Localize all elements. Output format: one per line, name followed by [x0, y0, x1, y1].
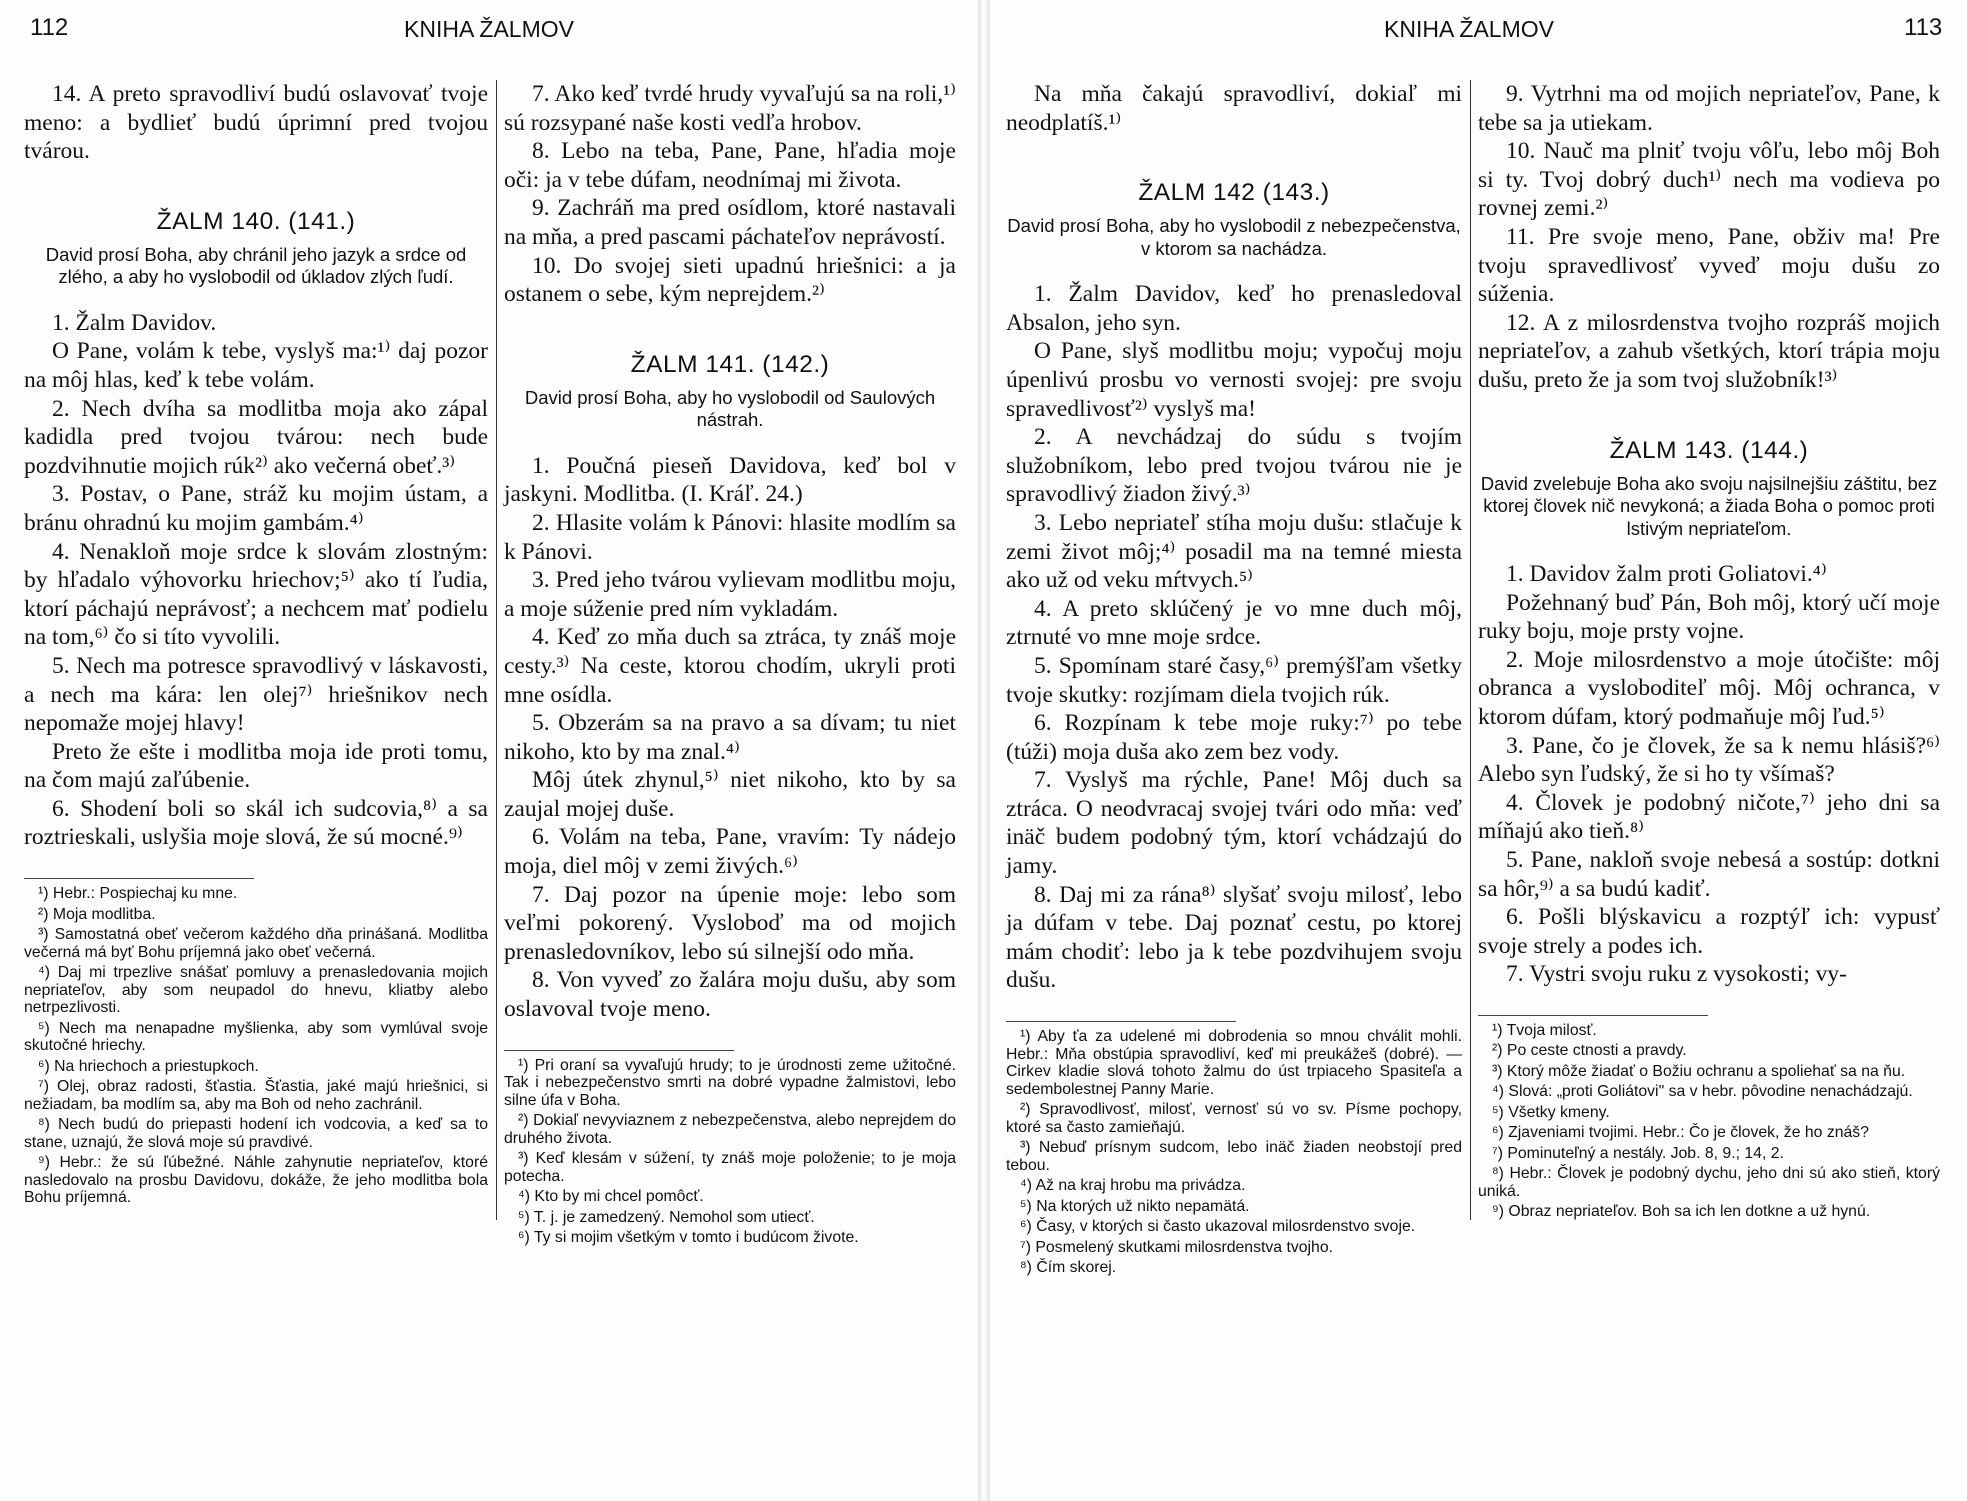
right-column-2	[1478, 80, 1940, 1224]
footnote: ⁵) Na ktorých už nikto nepamätá.	[1020, 1197, 1250, 1215]
footnote-rule	[1006, 1021, 1236, 1022]
right-page	[990, 0, 1967, 1501]
footnote: ⁶) Na hriechoch a priestupkoch.	[38, 1057, 259, 1075]
book-gutter	[978, 0, 990, 1501]
verse: 3. Postav, o Pane, stráž ku mojim ústam, a bránu ohradnú ku mojim gambám.⁴⁾	[24, 481, 488, 536]
footnote: ⁴) Daj mi trpezlive snášať pomluvy a prenasledovania mojich nepriateľov, aby som neupadol do hnevu, kliatby alebo netrpezlivosti.	[24, 964, 488, 1017]
verse: 7. Vyslyš ma rýchle, Pane! Môj duch sa ztráca. O neodvracaj svojej tvári odo mňa: veď inäč budem podobný tým, ktorí vchádzajú do jamy.	[1006, 767, 1462, 880]
verse: 6. Rozpínam k tebe moje ruky:⁷⁾ po tebe (túži) moja duša ako zem bez vody.	[1006, 710, 1462, 765]
footnote: ¹) Aby ťa za udelené mi dobrodenia so mnou chválit mohli. Hebr.: Mňa obstúpia spravodliví, keď mi preukážeš (dobré). — Cirkev kladie slová tohoto žalmu do úst trpiaceho Spasiteľa a sedembolestnej Panny Marie.	[1006, 1028, 1462, 1098]
column-divider	[1470, 80, 1471, 1220]
verse: 14. A preto spravodliví budú oslavovať tvoje meno: a bydlieť budú úprimní pred tvojou tvárou.	[24, 81, 488, 165]
verse: 7. Vystri svoju ruku z vysokosti; vy-	[1506, 961, 1847, 988]
verse: 1. Žalm Davidov.	[52, 309, 217, 336]
verse: 4. Keď zo mňa duch sa ztráca, ty znáš moje cesty.³⁾ Na ceste, ktorou chodím, ukryli proti mne osídla.	[504, 624, 956, 708]
verse: 8. Lebo na teba, Pane, Pane, hľadia moje oči: ja v tebe dúfam, neodnímaj mi života.	[504, 138, 956, 193]
verse: 8. Daj mi za rána⁸⁾ slyšať svoju milosť, lebo ja dúfam v tebe. Daj poznať cestu, po ktorej mám chodiť: lebo ja k tebe pozdvihujem svoju dušu.	[1006, 881, 1462, 994]
footnote: ³) Nebuď prísnym sudcom, lebo inäč žiaden neobstojí pred tebou.	[1006, 1139, 1462, 1174]
page-number-right: 113	[1904, 14, 1943, 41]
running-header-right: KNIHA ŽALMOV	[1384, 16, 1554, 42]
verse: 7. Ako keď tvrdé hrudy vyvaľujú sa na roli,¹⁾ sú rozsypané naše kosti vedľa hrobov.	[504, 81, 956, 136]
footnote: ⁹) Hebr.: že sú ľúbežné. Náhle zahynutie nepriateľov, ktoré nasledovalo na prosbu Davidovu, dokáže, že jeho modlitba bola Bohu príjemná.	[24, 1154, 488, 1207]
verse: 2. A nevchádzaj do súdu s tvojím služobníkom, lebo pred tvojou tvárou nie je spravodlivý žiadon živý.³⁾	[1006, 424, 1462, 508]
verse: 5. Obzerám sa na pravo a sa dívam; tu niet nikoho, kto by ma znal.⁴⁾	[504, 710, 956, 765]
verse: O Pane, slyš modlitbu moju; vypočuj moju úpenlivú prosbu vo vernosti svojej: pre svoju spravedlivosť²⁾ vyslyš ma!	[1006, 338, 1462, 422]
footnote: ⁵) Všetky kmeny.	[1492, 1103, 1610, 1121]
psalm-heading: ŽALM 142 (143.)	[1138, 179, 1330, 207]
verse: 4. A preto sklúčený je vo mne duch môj, ztrnuté vo mne moje srdce.	[1006, 595, 1462, 651]
footnote: ²) Spravodlivosť, milosť, vernosť sú vo sv. Písme pochopy, ktoré sa často zamieňajú.	[1006, 1101, 1462, 1136]
verse: 2. Hlasite volám k Pánovi: hlasite modlím sa k Pánovi.	[504, 509, 956, 565]
footnote: ²) Po ceste ctnosti a pravdy.	[1492, 1042, 1687, 1060]
footnote: ¹) Pri oraní sa vyvaľujú hrudy; to je úrodnosti zeme užitočné. Tak i nebezpečenstvo smrti na dobré vypadne žalmistovi, lebo silne úfa v Boha.	[504, 1056, 956, 1109]
footnote: ²) Dokiaľ nevyviaznem z nebezpečenstva, alebo neprejdem do druhého života.	[504, 1112, 956, 1147]
footnote: ⁸) Nech budú do priepasti hodení ich vodcovia, a keď sa to stane, uznajú, že slová moje sú pravdivé.	[24, 1116, 488, 1151]
footnote: ³) Ktorý môže žiadať o Božiu ochranu a spoliehať sa na ňu.	[1492, 1062, 1906, 1080]
verse: 10. Do svojej sieti upadnú hriešnici: a ja ostanem o sebe, kým neprejdem.²⁾	[504, 252, 956, 308]
verse: Požehnaný buď Pán, Boh môj, ktorý učí moje ruky boju, moje prsty vojne.	[1478, 589, 1940, 645]
footnote: ¹) Hebr.: Pospiechaj ku mne.	[38, 885, 238, 903]
verse: 5. Nech ma potresce spravodlivý v láskavosti, a nech ma kára: len olej⁷⁾ hriešnikov nech nepomaže mojej hlavy!	[24, 652, 488, 737]
psalm-subtitle: David prosí Boha, aby chránil jeho jazyk a srdce od zlého, a aby ho vyslobodil od úkladov zlých ľudí.	[45, 243, 467, 288]
verse: Preto že ešte i modlitba moja ide proti tomu, na čom majú zaľúbenie.	[24, 738, 488, 794]
psalm-subtitle: David prosí Boha, aby ho vyslobodil od Saulových nástrah.	[524, 386, 936, 431]
verse: 6. Volám na teba, Pane, vravím: Ty nádejo moja, diel môj v zemi živých.⁶⁾	[504, 824, 956, 880]
verse: 4. Nenakloň moje srdce k slovám zlostným: by hľadalo výhovorku hriechov;⁵⁾ ako tí ľudia, ktorí páchajú neprávosť; a nechcem mať podielu na tom,⁶⁾ čo si títo vyvolili.	[24, 538, 488, 651]
footnote: ⁹) Obraz nepriateľov. Boh sa ich len dotkne a už hynú.	[1492, 1203, 1871, 1221]
footnote: ⁷) Olej, obraz radosti, šťastia. Šťastia, jaké majú hriešnici, si nežiadam, ba modlím sa, aby ma Boh od neho zachránil.	[24, 1078, 488, 1113]
verse: 3. Pred jeho tvárou vylievam modlitbu moju, a moje súženie pred ním vykladám.	[504, 567, 956, 622]
verse: 12. A z milosrdenstva tvojho rozpráš mojich nepriateľov, a zahub všetkých, ktorí trápia moju dušu, preto že ja som tvoj služobník!³⁾	[1478, 309, 1940, 393]
verse: 5. Pane, nakloň svoje nebesá a sostúp: dotkni sa hôr,⁹⁾ a sa budú kadiť.	[1478, 846, 1940, 902]
page-number-left: 112	[30, 14, 69, 41]
verse: 11. Pre svoje meno, Pane, obživ ma! Pre tvoju spravedlivosť vyveď moju dušu zo súženia.	[1478, 223, 1940, 308]
footnote-rule	[1478, 1015, 1708, 1016]
footnote: ⁷) Pominuteľný a nestály. Job. 8, 9.; 14, 2.	[1492, 1144, 1784, 1162]
verse: 10. Nauč ma plniť tvoju vôľu, lebo môj Boh si ty. Tvoj dobrý duch¹⁾ nech ma vodieva po rovnej zemi.²⁾	[1478, 138, 1940, 222]
verse: 1. Žalm Davidov, keď ho prenasledoval Absalon, jeho syn.	[1006, 281, 1462, 336]
footnote: ³) Keď klesám v súžení, ty znáš moje položenie; to je moja potecha.	[504, 1150, 956, 1185]
footnote: ⁴) Až na kraj hrobu ma privádza.	[1020, 1177, 1246, 1195]
right-column-1	[1006, 80, 1462, 1280]
verse: 5. Spomínam staré časy,⁶⁾ premýšľam všetky tvoje skutky: rozjímam diela tvojich rúk.	[1006, 652, 1462, 708]
footnote: ⁴) Slová: „proti Goliátovi" sa v hebr. pôvodine nenachádzajú.	[1492, 1083, 1913, 1101]
psalm-subtitle: David zvelebuje Boha ako svoju najsilnejšiu záštitu, bez ktorej človek nič nevykoná; a žiada Boha o pomoc proti lstivým nepriateľom.	[1480, 472, 1938, 539]
footnote: ⁶) Časy, v ktorých si často ukazoval milosrdenstvo svoje.	[1020, 1218, 1416, 1236]
footnote: ⁴) Kto by mi chcel pomôcť.	[518, 1188, 704, 1206]
verse: 9. Vytrhni ma od mojich nepriateľov, Pane, k tebe sa ja utiekam.	[1478, 81, 1940, 136]
verse: 3. Pane, čo je človek, že sa k nemu hlásiš?⁶⁾ Alebo syn ľudský, že si ho ty všímaš?	[1478, 732, 1940, 788]
footnote: ⁷) Posmelený skutkami milosrdenstva tvojho.	[1020, 1238, 1333, 1256]
verse: 1. Davidov žalm proti Goliatovi.⁴⁾	[1506, 561, 1827, 588]
footnote: ²) Moja modlitba.	[38, 905, 156, 923]
footnote: ⁵) T. j. je zamedzený. Nemohol som utiecť.	[518, 1208, 815, 1226]
left-page	[0, 0, 978, 1501]
footnote: ⁸) Čím skorej.	[1020, 1259, 1117, 1277]
footnote: ¹) Tvoja milosť.	[1492, 1021, 1597, 1039]
verse: 2. Moje milosrdenstvo a moje útočište: môj obranca a vysloboditeľ môj. Môj ochranca, v ktorom dúfam, ktorý podmaňuje môj ľud.⁵⁾	[1478, 646, 1940, 730]
verse: Môj útek zhynul,⁵⁾ niet nikoho, kto by sa zaujal mojej duše.	[504, 767, 956, 822]
left-column-2	[504, 80, 956, 1250]
psalm-heading: ŽALM 143. (144.)	[1609, 436, 1809, 464]
footnote: ⁶) Ty si mojim všetkým v tomto i budúcom živote.	[518, 1229, 859, 1247]
footnote: ³) Samostatná obeť večerom každého dňa prinášaná. Modlitba večerná má byť Bohu príjemná jako obeť večerná.	[24, 926, 488, 961]
psalm-subtitle: David prosí Boha, aby ho vyslobodil z nebezpečenstva, v ktorom sa nachádza.	[1007, 215, 1461, 259]
psalm-heading: ŽALM 141. (142.)	[630, 350, 830, 378]
verse: 8. Von vyveď zo žalára moju dušu, aby som oslavoval tvoje meno.	[504, 967, 956, 1023]
verse: 1. Poučná pieseň Davidova, keď bol v jaskyni. Modlitba. (I. Kráľ. 24.)	[504, 452, 956, 508]
verse: Na mňa čakajú spravodliví, dokiaľ mi neodplatíš.¹⁾	[1006, 81, 1462, 136]
verse: O Pane, volám k tebe, vyslyš ma:¹⁾ daj pozor na môj hlas, keď k tebe volám.	[24, 338, 488, 393]
psalm-heading: ŽALM 140. (141.)	[156, 207, 356, 235]
left-column-1	[24, 80, 488, 1210]
column-divider	[496, 80, 497, 1220]
footnote: ⁸) Hebr.: Človek je podobný dychu, jeho dni sú ako stieň, ktorý uniká.	[1478, 1165, 1940, 1200]
running-header-left: KNIHA ŽALMOV	[404, 16, 574, 42]
verse: 3. Lebo nepriateľ stíha moju dušu: stlačuje k zemi život môj;⁴⁾ posadil ma na temné miesta ako už od veku mŕtvych.⁵⁾	[1006, 509, 1462, 594]
verse: 4. Človek je podobný ničote,⁷⁾ jeho dni sa míňajú ako tieň.⁸⁾	[1478, 789, 1940, 845]
footnote: ⁵) Nech ma nenapadne myšlienka, aby som vymlúval svoje skutočné hriechy.	[24, 1019, 488, 1055]
footnote-rule	[24, 878, 254, 879]
footnote-rule	[504, 1050, 734, 1051]
verse: 7. Daj pozor na úpenie moje: lebo som veľmi pokorený. Vysloboď ma od mojich prenasledovníkov, lebo sú silnejší odo mňa.	[504, 881, 956, 965]
verse: 2. Nech dvíha sa modlitba moja ako zápal kadidla pred tvojou tvárou: nech bude pozdvihnutie mojich rúk²⁾ ako večerná obeť.³⁾	[24, 395, 488, 479]
verse: 6. Shodení boli so skál ich sudcovia,⁸⁾ a sa roztrieskali, uslyšia moje slová, že sú mocné.⁹⁾	[24, 795, 488, 851]
verse: 9. Zachráň ma pred osídlom, ktoré nastavali na mňa, a pred pascami páchateľov neprávostí.	[504, 195, 956, 250]
footnote: ⁶) Zjaveniami tvojimi. Hebr.: Čo je človek, že ho znáš?	[1492, 1124, 1869, 1142]
verse: 6. Pošli blýskavicu a rozptýľ ich: vypusť svoje strely a podes ich.	[1478, 904, 1940, 959]
